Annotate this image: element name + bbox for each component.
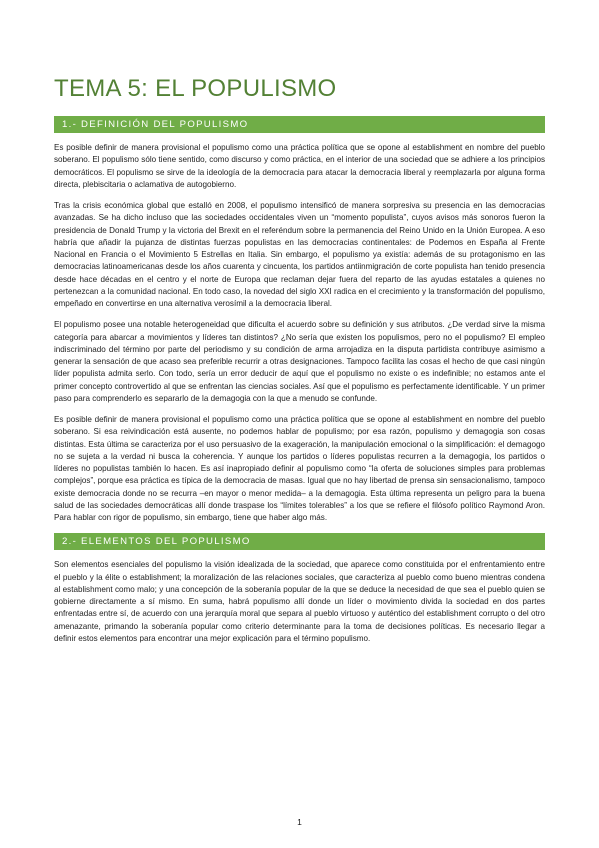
paragraph: Son elementos esenciales del populismo la visión idealizada de la sociedad, que aparece como constituida por el enfrentamiento entre el pueblo y la élite o establishment; la moralización de las relaciones sociales, que caracteriza al pueblo como bueno mientras condena al establishment como malo; y una concepción de la soberanía popular de la que se deduce la necesidad de que sea el pueblo quien se gobierne directamente a sí mismo. En suma, habrá populismo allí donde un líder o movimiento divida la sociedad en dos partes enfrentadas entre sí, de acuerdo con una jerarquía moral que separa al pueblo virtuoso y auténtico del establishment corrupto o del otro amenazante, primando la soberanía popular como criterio determinante para la toma de decisiones políticas. Es necesario llegar a definir estos elementos para encontrar una mejor explicación para el término populismo. <box>54 560 545 643</box>
section-heading-elementos: 2.- ELEMENTOS DEL POPULISMO <box>54 533 545 550</box>
document-title: TEMA 5: EL POPULISMO <box>54 75 337 102</box>
page-number: 1 <box>297 817 302 827</box>
paragraph: El populismo posee una notable heterogeneidad que dificulta el acuerdo sobre su definición y sus atributos. ¿De verdad sirve la misma categoría para abarcar a movimientos y líderes tan distintos? ¿No sería que existen los populismos, pero no el populismo? El empleo indiscriminado del término por parte del periodismo y su condición de arma arrojadiza en la disputa partidista contribuye asimismo a generar la sensación de que acaso sea preferible recurrir a otras designaciones. Tampoco facilita las cosas el hecho de que casi ningún líder populista admita serlo. Con todo, sería un error deducir de aquí que el populismo no existe o es indefinible; no estamos ante el primer concepto controvertido al que se enfrentan las ciencias sociales. Así que el populismo es perfectamente identificable. Y un primer paso para comprenderlo es separarlo de la demagogia con la que a menudo se confunde. <box>54 320 545 403</box>
paragraph: Tras la crisis económica global que estalló en 2008, el populismo intensificó de manera sorpresiva su presencia en las democracias avanzadas. Se ha dicho incluso que las sociedades occidentales viven un “momento populista”, cuyos avisos más sonoros fueron la presidencia de Donald Trump y la victoria del Brexit en el referéndum sobre la permanencia del Reino Unido en la Unión Europea. A eso habría que añadir la pujanza de distintas fuerzas populistas en las democracias continentales: de Podemos en España al Frente Nacional en Francia o el Movimiento 5 Estrellas en Italia. Sin embargo, el populismo ya existía: además de su protagonismo en las democracias latinoamericanas desde los años cuarenta y cincuenta, los partidos antiinmigración de corte populista han tenido presencia desde hace décadas en el centro y el norte de Europa que reclaman dejar fuera del reparto de las ayudas estatales a quienes no pertenezcan a la comunidad nacional. En todo caso, la novedad del siglo XXI radica en el crecimiento y la transformación del populismo, empeñado en convertirse en una alternativa verosímil a la democracia liberal. <box>54 201 545 308</box>
section-heading-definicion: 1.- DEFINICIÓN DEL POPULISMO <box>54 116 545 133</box>
paragraph: Es posible definir de manera provisional el populismo como una práctica política que se opone al establishment en nombre del pueblo soberano. El populismo sólo tiene sentido, como discurso y como práctica, en el interior de una sociedad que se adhiere a los principios democráticos. El populismo se sirve de la ideología de la democracia para atacar la democracia liberal y reemplazarla por alguna forma directa, plebiscitaria o aclamativa de autogobierno. <box>54 143 545 189</box>
paragraph: Es posible definir de manera provisional el populismo como una práctica política que se opone al establishment en nombre del pueblo soberano. Si esa reivindicación está ausente, no podemos hablar de populismo; por esa razón, populismo y demagogia son cosas distintas. Esta última se caracteriza por el uso persuasivo de la exageración, la manipulación emocional o la simplificación: el demagogo no se sujeta a la verdad ni busca la coherencia. Y aunque los partidos o líderes populistas recurren a la demagogia, los partidos o líderes no populistas también lo hacen. Es así inapropiado definir al populismo como “la oferta de soluciones simples para problemas complejos”, porque esa práctica es típica de la democracia de masas. Igual que no hay libertad de prensa sin sensacionalismo, tampoco existe democracia donde no se recurra –en mayor o menor medida– a la demagogia. Esta última representa un peligro para la buena salud de las sociedades democráticas allí donde traspase los “límites tolerables” a los que se refiere el filósofo político Raymond Aron. Para hablar con rigor de populismo, sin embargo, tiene que haber algo más. <box>54 415 545 522</box>
